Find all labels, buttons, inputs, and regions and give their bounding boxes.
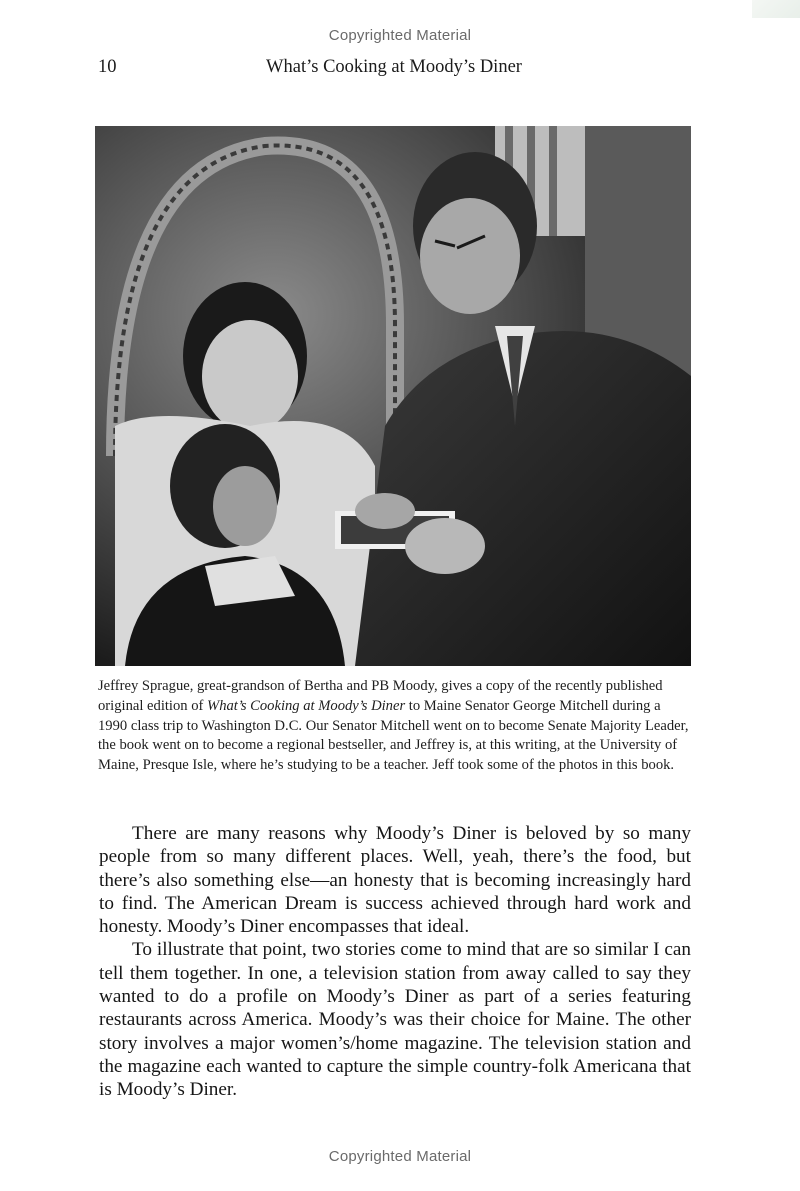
body-text	[99, 822, 691, 1102]
photograph	[95, 126, 691, 666]
body-paragraph-1: There are many reasons why Moody’s Diner is beloved by so many people from so many different places. Well, yeah, there’s the food, but there’s also something else—an honesty that is becoming increasingly hard to find. The American Dream is success achieved through hard work and honesty. Moody’s Diner encompasses that ideal.	[99, 823, 691, 938]
caption-text-lead: Jeffrey Sprague, great-grandson of Bertha and PB Moody, gives a copy of the recently published original edition of	[98, 678, 663, 714]
copyright-watermark-bottom: Copyrighted Material	[328, 1148, 472, 1165]
running-head	[98, 57, 690, 83]
caption-text-tail: to Maine Senator George Mitchell during a 1990 class trip to Washington D.C. Our Senator Mitchell went on to become Senate Majority Leader, the book went on to become a regional bestseller, and Jeffrey is, at this writing, at the University of Maine, Presque Isle, where he’s studying to be a teacher. Jeff took some of the photos in this book.	[98, 697, 689, 774]
photograph-illustration	[95, 126, 691, 666]
caption-book-title: What’s Cooking at Moody’s Diner	[207, 697, 406, 714]
copyright-watermark-top: Copyrighted Material	[328, 27, 472, 44]
corner-mark	[752, 0, 800, 18]
page-number: 10	[98, 57, 117, 77]
photo-caption	[98, 677, 692, 776]
body-paragraph-2: To illustrate that point, two stories come to mind that are so similar I can tell them together. In one, a television station from away called to say they wanted to do a profile on Moody’s Diner as part of a series featuring restaurants across America. Moody’s was their choice for Maine. The other story involves a major women’s/home magazine. The television station and the magazine each wanted to capture the simple country-folk Americana that is Moody’s Diner.	[99, 939, 691, 1101]
running-title: What’s Cooking at Moody’s Diner	[266, 57, 522, 77]
